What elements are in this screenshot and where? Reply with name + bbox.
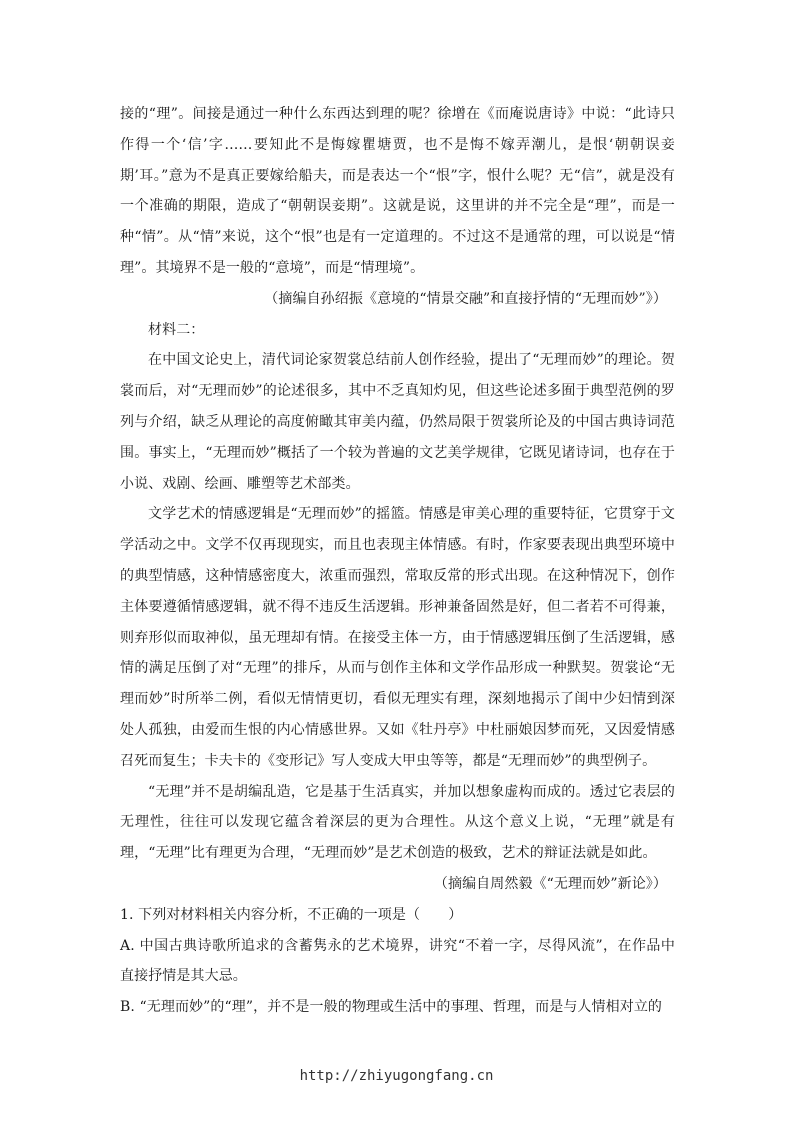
material2-paragraph: 文学艺术的情感逻辑是“无理而妙”的摇篮。情感是审美心理的重要特征，它贯穿于文学活动之中。文学不仅再现现实，而且也表现主体情感。有时，作家要表现出典型环境中的典型情感，这种情感密度大，浓重而强烈，常取反常的形式出现。在这种情况下，创作主体要遵循情感逻辑，就不得不违反生活逻辑。形神兼备固然是好，但二者若不可得兼，则弃形似而取神似，虽无理却有情。在接受主体一方，由于情感逻辑压倒了生活逻辑，感情的满足压倒了对“无理”的排斥，从而与创作主体和文学作品形成一种默契。贺裳论“无理而妙”时所举二例，看似无情情更切，看似无理实有理，深刻地揭示了闺中少妇情到深处人孤独，由爱而生恨的内心情感世界。又如《牡丹亭》中杜丽娘因梦而死，又因爱情感召死而复生；卡夫卡的《变形记》写人变成大甲虫等等，都是“无理而妙”的典型例子。	[120, 506, 675, 769]
material2-heading: 材料二：	[148, 321, 205, 338]
question-stem: 1. 下列对材料相关内容分析，不正确的一项是（ ）	[120, 906, 463, 923]
material2-paragraph: “无理”并不是胡编乱造，它是基于生活真实，并加以想象虚构而成的。透过它表层的无理性，往往可以发现它蕴含着深层的更为合理性。从这个意义上说，“无理”就是有理，“无理”比有理更为合理，“无理而妙”是艺术创造的极致，艺术的辩证法就是如此。	[120, 783, 675, 862]
document-body	[120, 99, 675, 1023]
footer-url: http://zhiyugongfang.cn	[299, 1068, 494, 1084]
question-option-a: A. 中国古典诗歌所追求的含蓄隽永的艺术境界，讲究“不着一字，尽得风流”，在作品中直接抒情是其大忌。	[120, 937, 675, 985]
material2-source: （摘编自周然毅《“无理而妙”新论》）	[433, 875, 667, 892]
material2-paragraph: 在中国文论史上，清代词论家贺裳总结前人创作经验，提出了“无理而妙”的理论。贺裳而后，对“无理而妙”的论述很多，其中不乏真知灼见，但这些论述多囿于典型范例的罗列与介绍，缺乏从理论的高度俯瞰其审美内蕴，仍然局限于贺裳所论及的中国古典诗词范围。事实上，“无理而妙”概括了一个较为普遍的文艺美学规律，它既见诸诗词，也存在于小说、戏剧、绘画、雕塑等艺术部类。	[120, 352, 675, 492]
question-option-b: B. “无理而妙”的“理”，并不是一般的物理或生活中的事理、哲理，而是与人情相对立的	[120, 999, 663, 1016]
material1-tail-paragraph: 接的“理”。间接是通过一种什么东西达到理的呢？徐增在《而庵说唐诗》中说：“此诗只作得一个‘信’字……要知此不是悔嫁瞿塘贾，也不是悔不嫁弄潮儿，是恨‘朝朝误妾期’耳。”意为不是真正要嫁给船夫，而是表达一个“恨”字，恨什么呢？无“信”，就是没有一个准确的期限，造成了“朝朝误妾期”。这就是说，这里讲的并不完全是“理”，而是一种“情”。从“情”来说，这个“恨”也是有一定道理的。不过这不是通常的理，可以说是“情理”。其境界不是一般的“意境”，而是“情理境”。	[120, 106, 675, 276]
material1-source: （摘编自孙绍振《意境的“情景交融”和直接抒情的“无理而妙”》）	[264, 290, 667, 307]
